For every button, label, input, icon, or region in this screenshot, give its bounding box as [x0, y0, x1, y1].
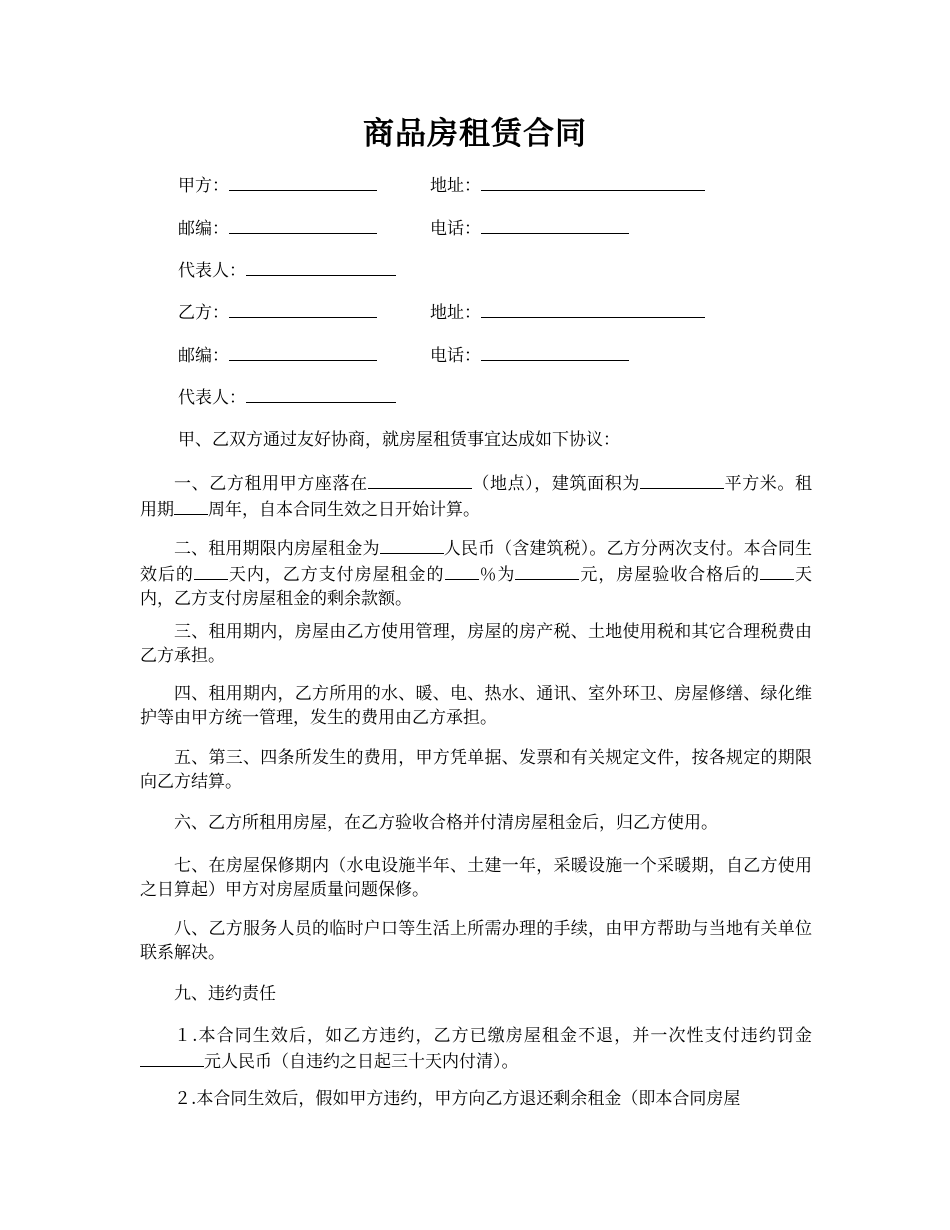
party-b-phone-cell: [430, 342, 629, 369]
intro-text: 甲、乙双方通过友好协商，就房屋租赁事宜达成如下协议：: [178, 430, 620, 450]
party-a-phone-cell: [430, 215, 629, 242]
clause-2-days2-blank[interactable]: [760, 561, 794, 580]
clause-2-percent-blank[interactable]: [445, 561, 479, 580]
clause-8: 八、乙方服务人员的临时户口等生活上所需办理的手续，由甲方帮助与当地有关单位联系解决。: [140, 919, 812, 963]
clause-4: 四、租用期内，乙方所用的水、暖、电、热水、通讯、室外环卫、房屋修缮、绿化维护等由甲方统一管理，发生的费用由乙方承担。: [140, 684, 812, 728]
clause-9-1-text-b: 元人民币（自违约之日起三十天内付清）。: [204, 1052, 519, 1072]
party-b-postcode-label: 邮编：: [178, 346, 229, 366]
clause-9-1-penalty-blank[interactable]: [140, 1048, 204, 1067]
party-a-address-cell: [430, 172, 705, 199]
party-a-label: 甲方：: [178, 176, 229, 196]
party-a-address-blank[interactable]: [481, 172, 705, 191]
party-b-rep-blank[interactable]: [246, 384, 396, 403]
clause-7: 七、在房屋保修期内（水电设施半年、土建一年，采暖设施一个采暖期，自乙方使用之日算起）甲方对房屋质量问题保修。: [140, 856, 812, 900]
party-a-postcode-blank[interactable]: [229, 215, 377, 234]
clause-1-text-c: 平方米。租用期: [140, 474, 813, 520]
party-b-address-cell: [430, 299, 705, 326]
clause-2-rent-blank[interactable]: [380, 535, 444, 554]
party-b-postcode-blank[interactable]: [229, 342, 377, 361]
party-a-rep-blank[interactable]: [246, 257, 396, 276]
party-b-rep-row: [178, 384, 396, 411]
clause-1-text-a: 一、乙方租用甲方座落在: [174, 474, 368, 494]
party-a-rep-row: [178, 257, 396, 284]
clause-9-heading: 九、违约责任: [174, 984, 276, 1004]
party-b-phone-label: 电话：: [430, 346, 481, 366]
party-b-phone-blank[interactable]: [481, 342, 629, 361]
clause-2-text-d: ％为: [478, 565, 516, 585]
document-title: 商品房租赁合同: [363, 116, 587, 152]
clause-2-text-b: 人民币（含建筑税）。乙方分两次支付。本合同生效后的: [140, 539, 813, 585]
clause-1-area-blank[interactable]: [640, 470, 724, 489]
clause-2-text-a: 二、租用期限内房屋租金为: [174, 539, 380, 559]
clause-2: [140, 535, 812, 611]
party-b-rep-label: 代表人：: [178, 388, 246, 408]
clause-1-location-blank[interactable]: [368, 470, 472, 489]
party-b-address-blank[interactable]: [481, 299, 705, 318]
party-b-name-row: [178, 299, 481, 326]
clause-2-text-c: 天内，乙方支付房屋租金的: [227, 565, 445, 585]
clause-1-years-blank[interactable]: [174, 496, 208, 515]
party-a-phone-label: 电话：: [430, 219, 481, 239]
party-a-rep-label: 代表人：: [178, 261, 246, 281]
clause-6: 六、乙方所租用房屋，在乙方验收合格并付清房屋租金后，归乙方使用。: [174, 813, 718, 833]
party-a-name-blank[interactable]: [229, 172, 377, 191]
party-a-address-label: 地址：: [430, 176, 481, 196]
clause-5: 五、第三、四条所发生的费用，甲方凭单据、发票和有关规定文件，按各规定的期限向乙方结算。: [140, 748, 812, 792]
clause-2-text-e: 元，房屋验收合格后的: [579, 565, 761, 585]
party-a-phone-blank[interactable]: [481, 215, 629, 234]
clause-1-text-b: （地点），建筑面积为: [471, 474, 640, 494]
clause-3: 三、租用期内，房屋由乙方使用管理，房屋的房产税、土地使用税和其它合理税费由乙方承担。: [140, 622, 812, 666]
clause-9-1-text-a: １.本合同生效后，如乙方违约，乙方已缴房屋租金不退，并一次性支付违约罚金: [174, 1026, 812, 1046]
clause-9-2: ２.本合同生效后，假如甲方违约，甲方向乙方退还剩余租金（即本合同房屋: [174, 1089, 741, 1109]
party-b-label: 乙方：: [178, 303, 229, 323]
clause-2-text-f: 天内，乙方支付房屋租金的剩余款额。: [140, 565, 813, 609]
clause-2-amount-blank[interactable]: [515, 561, 579, 580]
clause-2-days-blank[interactable]: [194, 561, 228, 580]
party-a-postcode-label: 邮编：: [178, 219, 229, 239]
party-b-name-blank[interactable]: [229, 299, 377, 318]
party-b-postcode-row: [178, 342, 481, 369]
party-a-postcode-row: [178, 215, 481, 242]
clause-1: [140, 470, 812, 522]
party-a-name-row: [178, 172, 481, 199]
party-b-address-label: 地址：: [430, 303, 481, 323]
clause-9-1: [140, 1024, 812, 1074]
clause-1-text-d: 周年，自本合同生效之日开始计算。: [208, 500, 480, 520]
